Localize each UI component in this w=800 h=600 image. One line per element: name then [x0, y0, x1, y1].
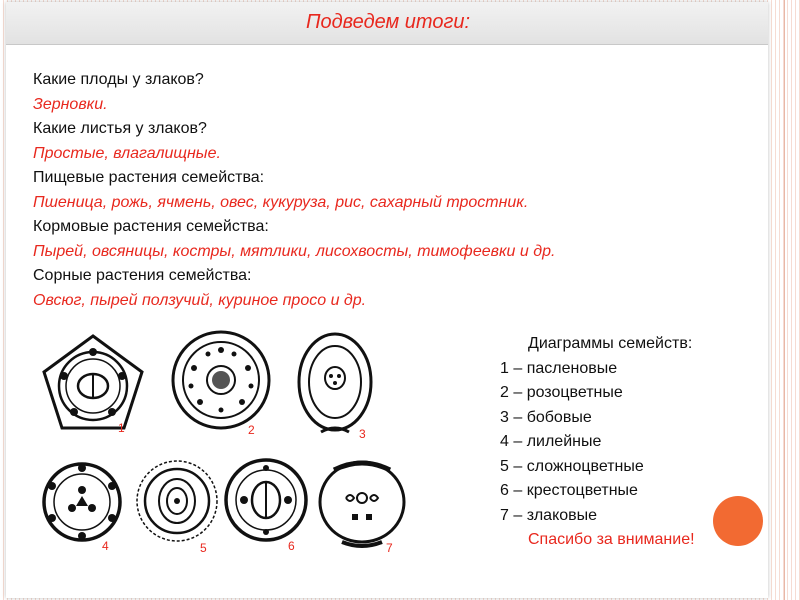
diagram-5-number: 5 [200, 541, 207, 555]
answer-leaves: Простые, влагалищные. [33, 144, 221, 162]
legend-item: 2 – розоцветные [500, 384, 623, 401]
question-leaves: Какие листья у злаков? [33, 120, 207, 137]
legend-item: 6 – крестоцветные [500, 482, 638, 499]
families-legend [500, 332, 695, 553]
title-bar [6, 2, 768, 45]
question-fodder-plants: Кормовые растения семейства: [33, 218, 269, 235]
answer-fodder-plants: Пырей, овсяницы, костры, мятлики, лисохвосты, тимофеевки и др. [33, 242, 556, 260]
flower-diagram-1 [38, 332, 148, 442]
legend-heading: Диаграммы семейств: [528, 335, 693, 352]
slide-title: Подведем итоги: [306, 11, 471, 33]
diagram-2-number: 2 [248, 423, 255, 437]
diagram-7-number: 7 [386, 541, 393, 555]
thanks-message: Спасибо за внимание! [528, 531, 695, 548]
legend-item: 5 – сложноцветные [500, 457, 644, 475]
diagram-1-number: 1 [118, 421, 125, 435]
flower-diagram-2 [166, 324, 276, 444]
answer-weed-plants: Овсюг, пырей ползучий, куриное просо и др. [33, 291, 367, 309]
qa-block [33, 68, 753, 313]
diagram-4-number: 4 [102, 539, 109, 553]
legend-item: 1 – пасленовые [500, 359, 618, 377]
legend-item: 3 – бобовые [500, 408, 592, 426]
flower-diagram-7 [312, 452, 412, 556]
diagram-3-number: 3 [359, 427, 366, 441]
question-food-plants: Пищевые растения семейства: [33, 169, 265, 186]
flower-diagram-4 [36, 456, 128, 556]
flower-diagram-6 [220, 454, 312, 556]
answer-fruits: Зерновки. [33, 95, 108, 113]
diagram-6-number: 6 [288, 539, 295, 553]
legend-item: 7 – злаковые [500, 506, 598, 524]
legend-item: 4 – лилейные [500, 433, 602, 450]
answer-food-plants: Пшеница, рожь, ячмень, овес, кукуруза, рис, сахарный тростник. [33, 193, 529, 211]
question-weed-plants: Сорные растения семейства: [33, 267, 252, 284]
right-border-line [784, 0, 785, 600]
flower-diagram-5 [130, 454, 224, 556]
slide [6, 2, 768, 598]
orange-circle-decoration [713, 496, 763, 546]
question-fruits: Какие плоды у злаков? [33, 71, 204, 88]
flower-diagram-3 [291, 328, 381, 446]
